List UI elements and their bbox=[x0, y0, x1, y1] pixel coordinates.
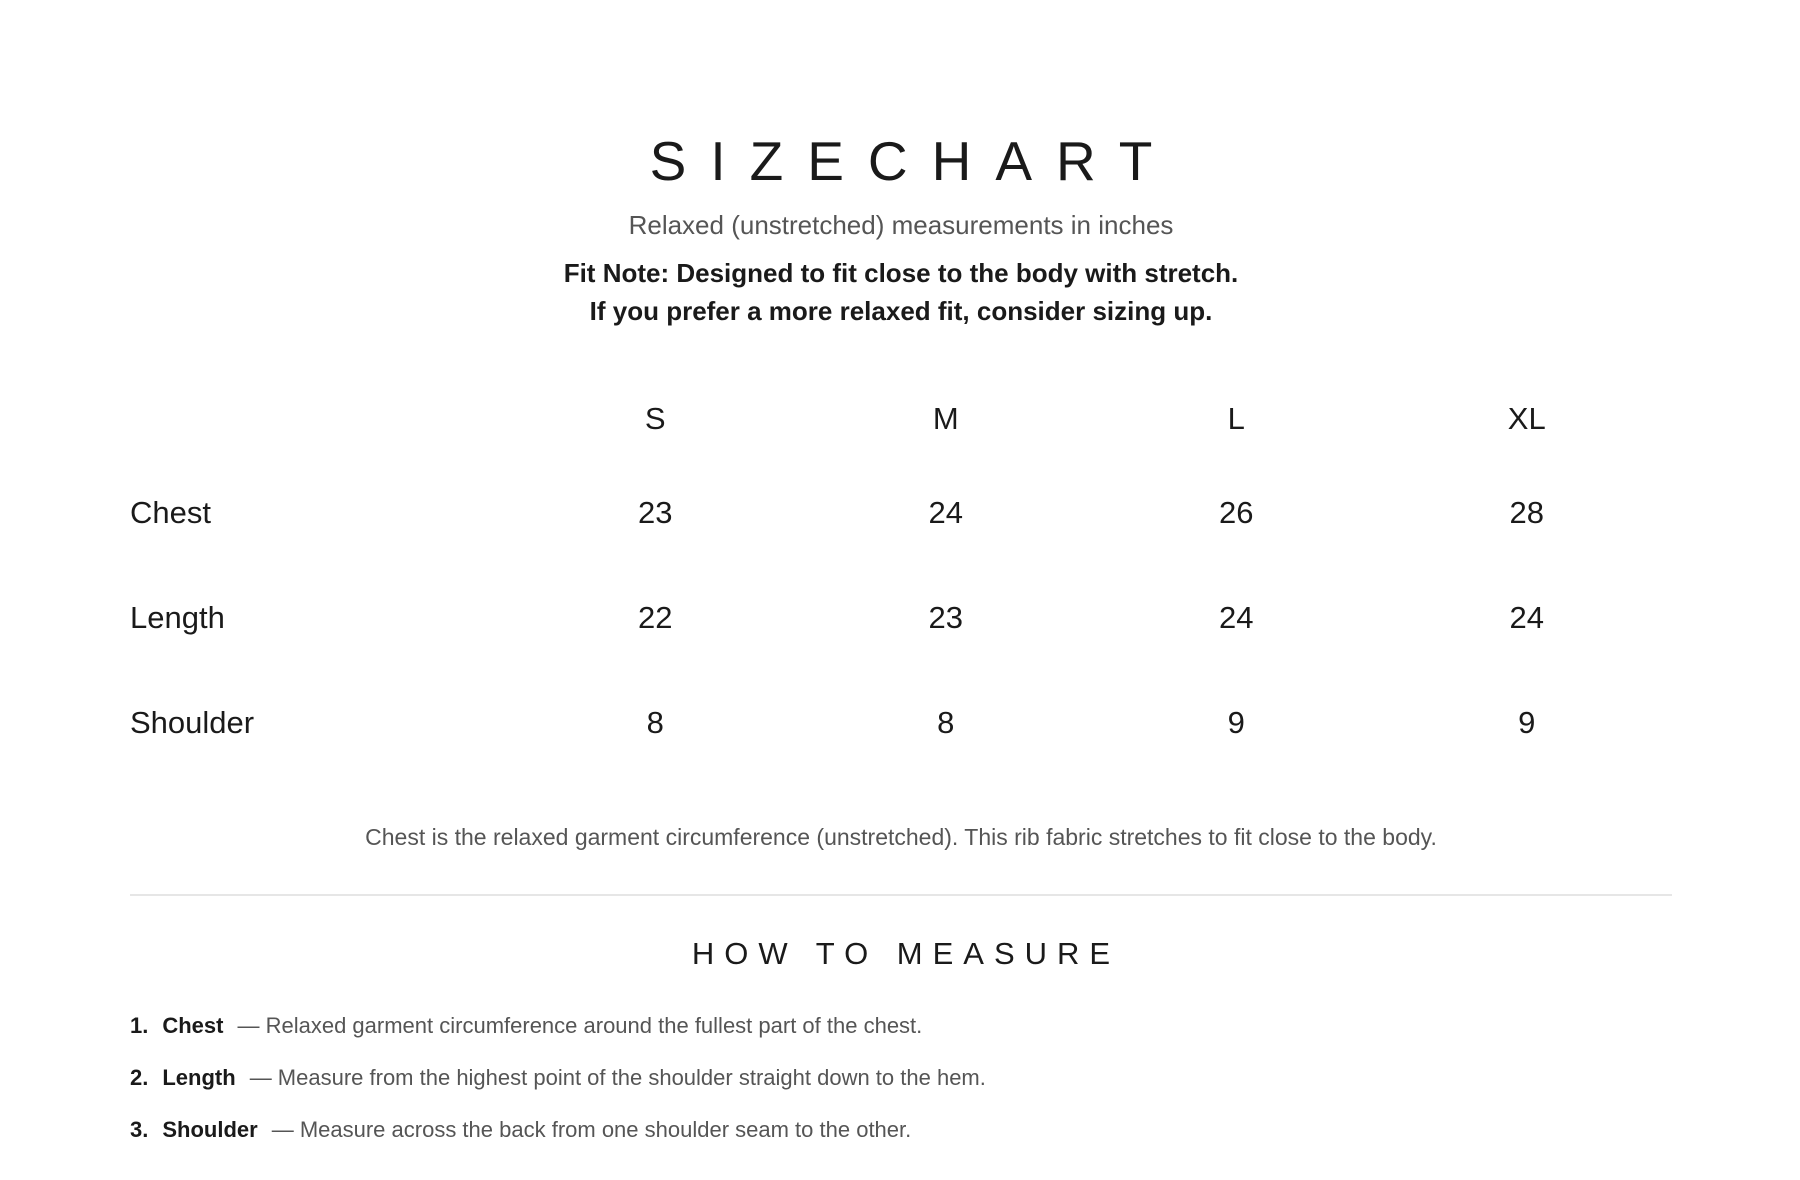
step-number: 2. bbox=[130, 1065, 149, 1090]
row-label-chest: Chest bbox=[130, 494, 211, 530]
section-divider bbox=[130, 894, 1672, 896]
table-cell: 8 bbox=[646, 704, 664, 740]
step-description: — Measure across the back from one shoulder seam to the other. bbox=[271, 1117, 912, 1142]
table-cell: 26 bbox=[1219, 494, 1254, 530]
fit-note bbox=[130, 254, 1672, 330]
list-item bbox=[130, 1104, 986, 1156]
fit-note-line-2: If you prefer a more relaxed fit, consider sizing up. bbox=[589, 296, 1213, 326]
list-item bbox=[130, 1000, 986, 1052]
table-cell: 9 bbox=[1227, 704, 1245, 740]
fit-note-line-1: Fit Note: Designed to fit close to the body with stretch. bbox=[563, 258, 1239, 288]
header-blank-cell bbox=[130, 378, 510, 460]
step-description: — Relaxed garment circumference around the fullest part of the chest. bbox=[237, 1013, 923, 1038]
size-header-row bbox=[130, 378, 1672, 460]
measurement-note: Chest is the relaxed garment circumference (unstretched). This rib fabric stretches to fit close to the body. bbox=[365, 824, 1437, 850]
table-cell: 8 bbox=[937, 704, 955, 740]
table-cell: 9 bbox=[1518, 704, 1536, 740]
table-row-length bbox=[130, 565, 1672, 670]
size-header-xl: XL bbox=[1507, 401, 1546, 436]
table-row-shoulder bbox=[130, 670, 1672, 775]
size-header-l: L bbox=[1227, 401, 1245, 436]
table-cell: 24 bbox=[928, 494, 963, 530]
row-label-shoulder: Shoulder bbox=[130, 704, 255, 740]
page-title: SIZECHART bbox=[649, 130, 1177, 192]
table-cell: 22 bbox=[638, 599, 673, 635]
table-row-chest bbox=[130, 460, 1672, 565]
table-cell: 23 bbox=[638, 494, 673, 530]
size-chart-page bbox=[130, 0, 1672, 1180]
step-number: 1. bbox=[130, 1013, 149, 1038]
step-number: 3. bbox=[130, 1117, 149, 1142]
how-to-measure-list bbox=[130, 1000, 986, 1156]
row-label-length: Length bbox=[130, 599, 225, 635]
list-item bbox=[130, 1052, 986, 1104]
step-description: — Measure from the highest point of the shoulder straight down to the hem. bbox=[249, 1065, 986, 1090]
step-term: Length bbox=[162, 1065, 236, 1090]
how-to-measure-title: HOW TO MEASURE bbox=[691, 936, 1121, 971]
size-header-m: M bbox=[932, 401, 959, 436]
step-term: Chest bbox=[162, 1013, 224, 1038]
size-table bbox=[130, 378, 1672, 775]
subtitle: Relaxed (unstretched) measurements in inches bbox=[628, 210, 1174, 240]
table-cell: 24 bbox=[1509, 599, 1544, 635]
table-cell: 24 bbox=[1219, 599, 1254, 635]
table-cell: 23 bbox=[928, 599, 963, 635]
size-header-s: S bbox=[644, 401, 666, 436]
table-cell: 28 bbox=[1509, 494, 1544, 530]
step-term: Shoulder bbox=[162, 1117, 258, 1142]
